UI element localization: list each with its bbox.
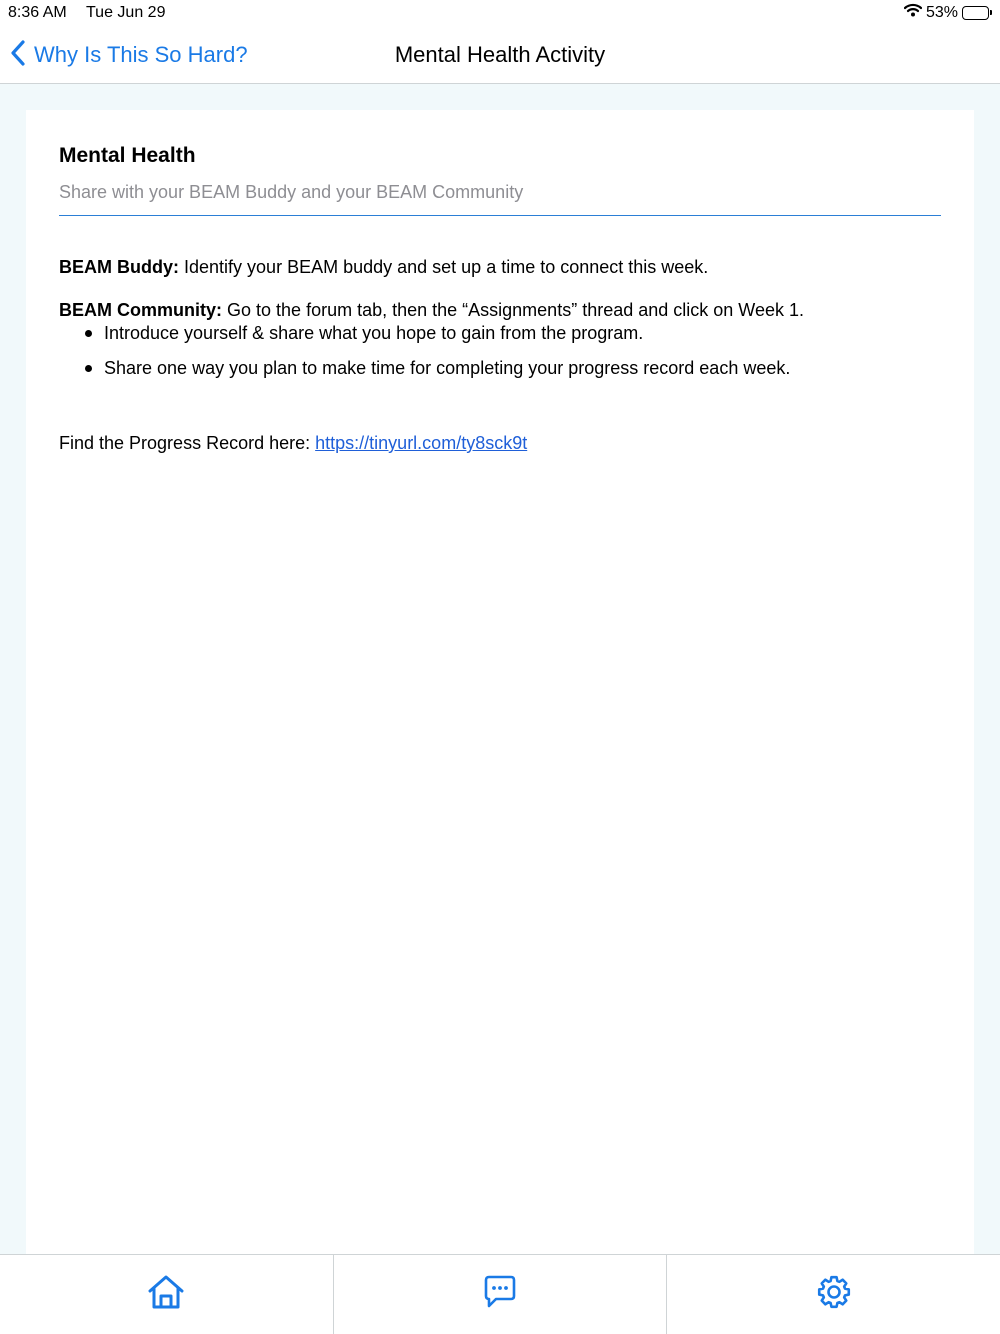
wifi-icon [904,3,922,22]
beam-community-text: Go to the forum tab, then the “Assignments” thread and click on Week 1. [227,300,804,320]
tab-home[interactable] [0,1255,333,1334]
list-item [59,356,939,380]
back-button-label: Why Is This So Hard? [34,42,248,67]
beam-community-paragraph [59,298,939,322]
beam-community-label: BEAM Community: [59,300,222,320]
tab-messages[interactable] [333,1255,667,1334]
page-title: Mental Health Activity [394,42,606,67]
list-item [59,321,939,345]
status-date: Tue Jun 29 [86,4,166,21]
bullet-icon [85,365,92,372]
status-bar [0,0,1000,28]
chat-icon [482,1274,518,1315]
beam-buddy-paragraph [59,255,939,279]
beam-buddy-label: BEAM Buddy: [59,257,179,277]
status-indicators [904,3,992,22]
activity-card [26,110,974,1256]
tab-bar [0,1254,1000,1334]
bullet-icon [85,330,92,337]
progress-record-text: Find the Progress Record here: [59,433,311,453]
activity-subtitle-field [59,180,941,216]
community-bullet-list [59,321,939,380]
navigation-bar [0,28,1000,84]
beam-buddy-text: Identify your BEAM buddy and set up a time to connect this week. [184,257,709,277]
activity-title: Mental Health [59,144,196,167]
progress-record-paragraph [59,431,939,455]
battery-percent: 53% [925,3,958,21]
progress-record-link[interactable]: https://tinyurl.com/ty8sck9t [315,433,528,453]
home-icon [147,1274,185,1315]
list-item-text: Introduce yourself & share what you hope to gain from the program. [104,323,644,343]
battery-icon [962,6,992,20]
list-item-text: Share one way you plan to make time for completing your progress record each week. [104,358,791,378]
activity-subtitle: Share with your BEAM Buddy and your BEAM Community [59,182,524,202]
status-time: 8:36 AM [8,4,67,21]
gear-icon [816,1274,852,1315]
tab-settings[interactable] [666,1255,1000,1334]
